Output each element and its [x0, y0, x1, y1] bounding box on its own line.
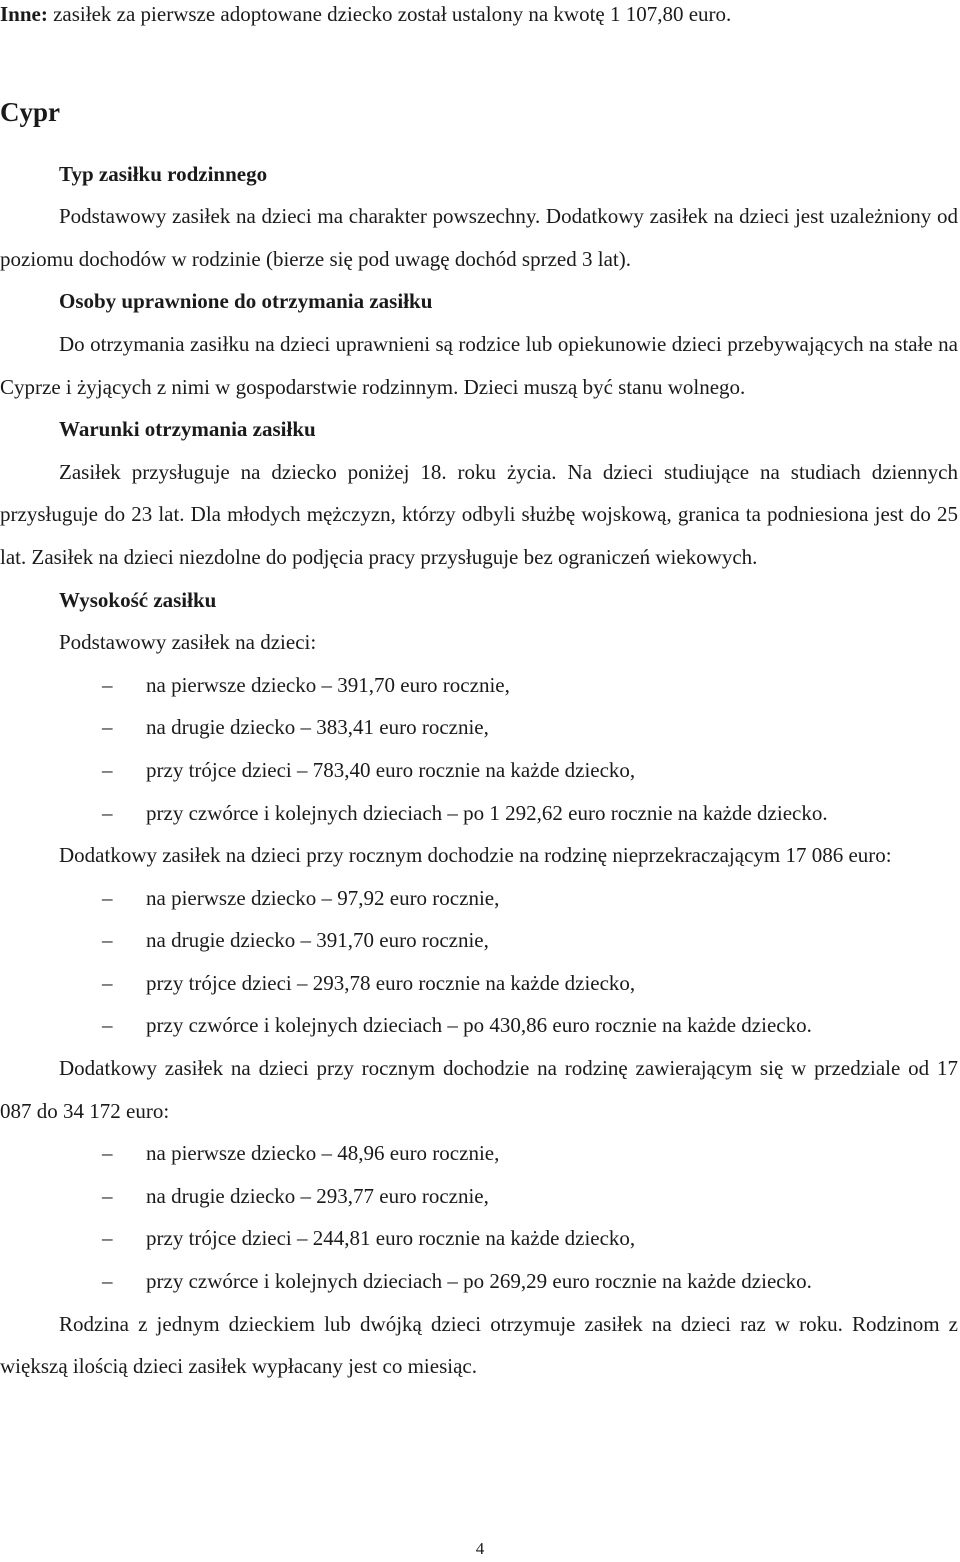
list-item-text: na drugie dziecko – 391,70 euro rocznie, [146, 928, 489, 953]
list-item-text: na pierwsze dziecko – 48,96 euro rocznie, [146, 1141, 500, 1166]
dash-bullet: – [102, 1013, 113, 1038]
eligible-paragraph: Do otrzymania zasiłku na dzieci uprawnieni są rodzice lub opiekunowie dzieci przebywających na stałe na Cyprze i żyjących z nimi w gospodarstwie rodzinnym. Dzieci muszą być stanu wolnego. [0, 331, 958, 399]
dash-bullet: – [102, 757, 113, 782]
list-item-text: przy czwórce i kolejnych dzieciach – po 430,86 euro rocznie na każde dziecko. [146, 1013, 812, 1038]
dash-bullet: – [102, 885, 113, 910]
intro-paragraph [0, 0, 958, 36]
dash-bullet: – [102, 1226, 113, 1251]
type-paragraph: Podstawowy zasiłek na dzieci ma charakter powszechny. Dodatkowy zasiłek na dzieci jest uzależniony od poziomu dochodów w rodzinie (bierze się pod uwagę dochód sprzed 3 lat). [0, 204, 958, 271]
list-item [0, 664, 958, 707]
dash-bullet: – [102, 1269, 113, 1294]
amount-heading: Wysokość zasiłku [59, 587, 217, 612]
list-item [0, 1132, 958, 1175]
eligible-heading: Osoby uprawnione do otrzymania zasiłku [59, 289, 433, 314]
basic-intro: Podstawowy zasiłek na dzieci: [59, 630, 317, 655]
intro-text: zasiłek za pierwsze adoptowane dziecko został ustalony na kwotę 1 107,80 euro. [47, 2, 732, 26]
list-item [0, 877, 958, 920]
list-item [0, 1004, 958, 1047]
dash-bullet: – [102, 1141, 113, 1166]
dash-bullet: – [102, 800, 113, 825]
list-item [0, 1175, 958, 1218]
extra2-list [0, 1132, 958, 1302]
dash-bullet: – [102, 672, 113, 697]
list-item [0, 962, 958, 1005]
page-number: 4 [475, 1539, 485, 1558]
list-item [0, 749, 958, 792]
extra1-list [0, 877, 958, 1047]
list-item-text: przy czwórce i kolejnych dzieciach – po 1 292,62 euro rocznie na każde dziecko. [146, 800, 828, 825]
list-item [0, 792, 958, 835]
list-item-text: przy trójce dzieci – 244,81 euro rocznie na każde dziecko, [146, 1226, 636, 1251]
list-item-text: na drugie dziecko – 383,41 euro rocznie, [146, 715, 489, 740]
list-item-text: na pierwsze dziecko – 391,70 euro rocznie, [146, 672, 510, 697]
extra2-intro: Dodatkowy zasiłek na dzieci przy rocznym dochodzie na rodzinę zawierającym się w przedziale od 17 087 do 34 172 euro: [0, 1056, 958, 1123]
list-item [0, 1260, 958, 1303]
list-item-text: przy trójce dzieci – 293,78 euro rocznie na każde dziecko, [146, 970, 636, 995]
list-item-text: na pierwsze dziecko – 97,92 euro rocznie, [146, 885, 500, 910]
conditions-heading: Warunki otrzymania zasiłku [59, 417, 316, 442]
dash-bullet: – [102, 970, 113, 995]
dash-bullet: – [102, 928, 113, 953]
intro-label: Inne: [0, 2, 48, 26]
conditions-paragraph: Zasiłek przysługuje na dziecko poniżej 18. roku życia. Na dzieci studiujące na studiach dziennych przysługuje do 23 lat. Dla młodych mężczyzn, którzy odbyli służbę wojskową, granica ta podniesiona jest do 25 lat. Zasiłek na dzieci niezdolne do podjęcia pracy przysługuje bez ograniczeń wiekowych. [0, 459, 958, 569]
list-item [0, 1217, 958, 1260]
basic-list [0, 664, 958, 834]
type-heading: Typ zasiłku rodzinnego [59, 161, 268, 186]
dash-bullet: – [102, 1183, 113, 1208]
list-item [0, 706, 958, 749]
dash-bullet: – [102, 715, 113, 740]
list-item-text: przy czwórce i kolejnych dzieciach – po 269,29 euro rocznie na każde dziecko. [146, 1269, 812, 1294]
list-item-text: na drugie dziecko – 293,77 euro rocznie, [146, 1183, 489, 1208]
extra1-intro: Dodatkowy zasiłek na dzieci przy rocznym dochodzie na rodzinę nieprzekraczającym 17 086 euro: [59, 843, 892, 868]
list-item-text: przy trójce dzieci – 783,40 euro rocznie na każde dziecko, [146, 757, 636, 782]
closing-paragraph: Rodzina z jednym dzieckiem lub dwójką dzieci otrzymuje zasiłek na dzieci raz w roku. Rodzinom z większą ilością dzieci zasiłek wypłacany jest co miesiąc. [0, 1311, 958, 1379]
list-item [0, 919, 958, 962]
section-title: Cypr [0, 96, 60, 127]
